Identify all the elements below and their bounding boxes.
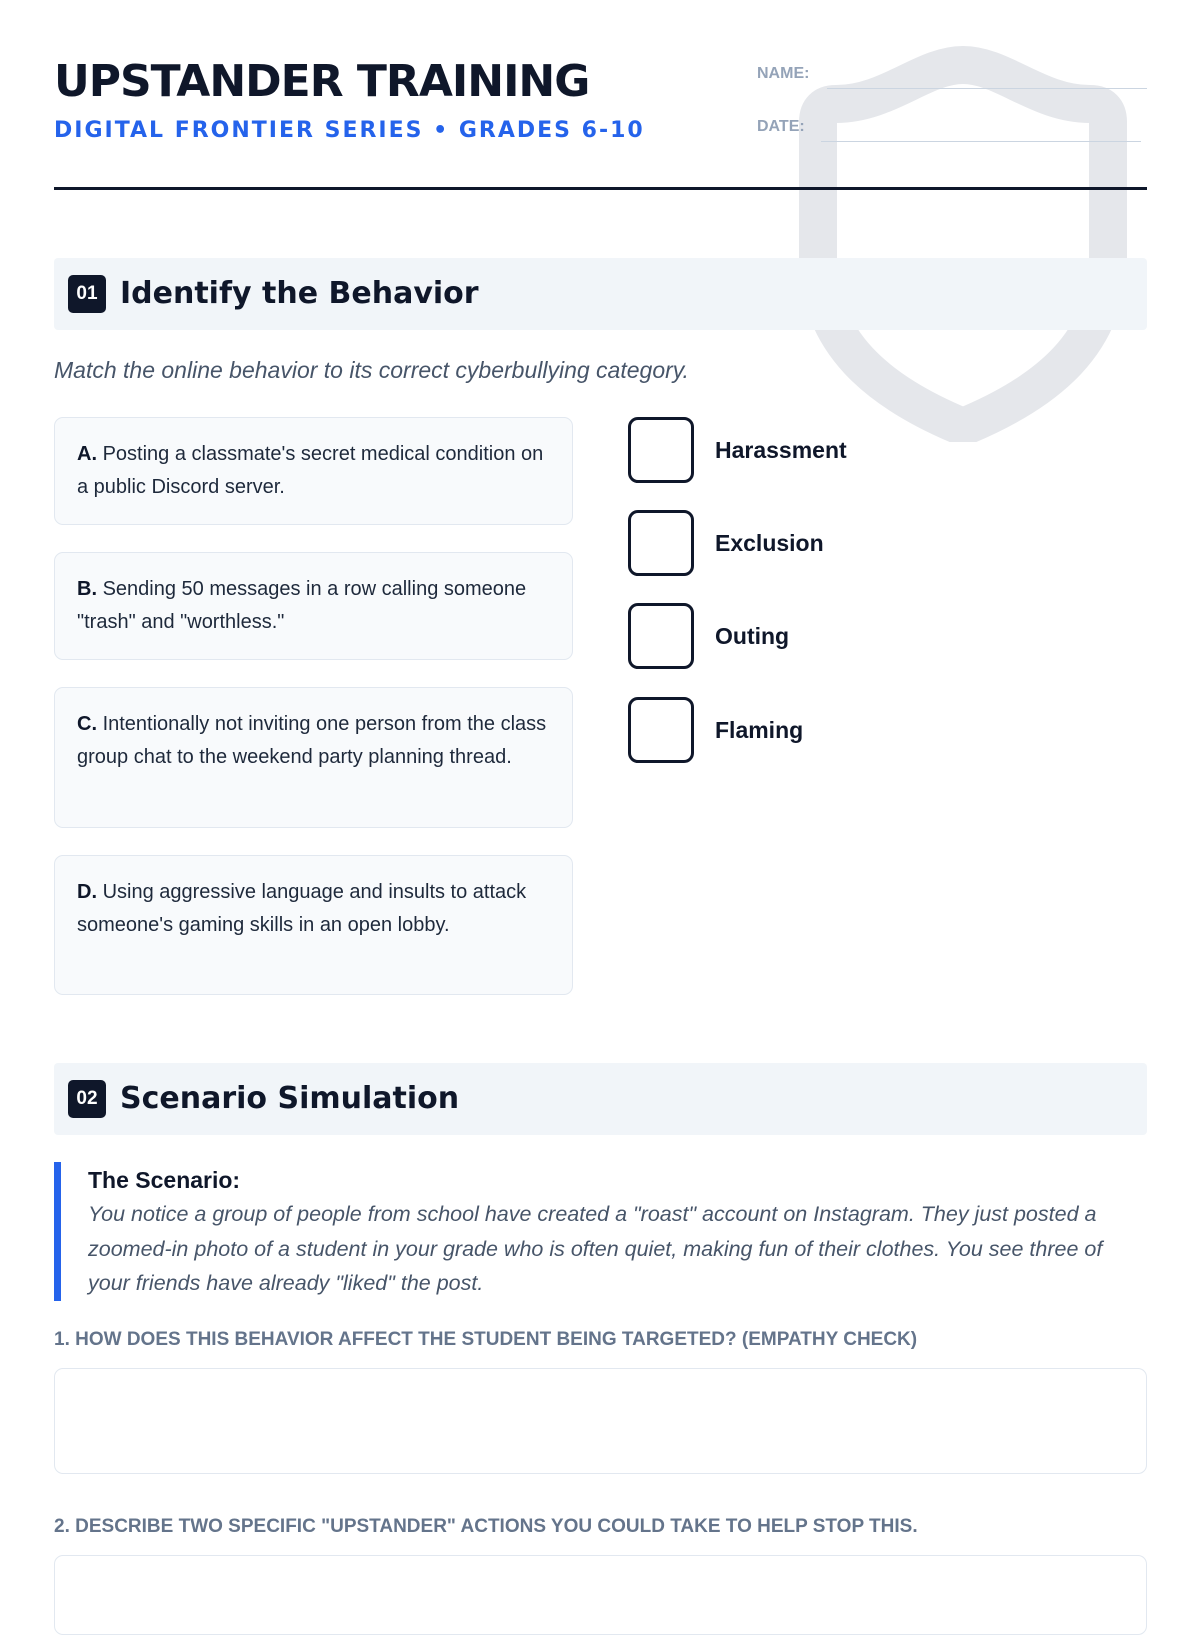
page-subtitle: DIGITAL FRONTIER SERIES • GRADES 6-10	[54, 118, 645, 143]
section-2-number: 02	[68, 1080, 106, 1118]
question-1-label: 1. HOW DOES THIS BEHAVIOR AFFECT THE STUDENT BEING TARGETED? (EMPATHY CHECK)	[54, 1329, 918, 1350]
category-checkbox[interactable]	[628, 603, 694, 669]
behavior-card-d	[54, 855, 573, 995]
category-label: Exclusion	[715, 530, 824, 556]
behavior-text: Posting a classmate's secret medical condition on a public Discord server.	[77, 443, 544, 498]
behavior-text: Sending 50 messages in a row calling someone "trash" and "worthless."	[77, 578, 527, 633]
worksheet-page	[54, 0, 1147, 1600]
behavior-letter: B.	[77, 578, 97, 600]
behavior-text: Intentionally not inviting one person from the class group chat to the weekend party planning thread.	[77, 713, 547, 768]
section-1-instructions: Match the online behavior to its correct cyberbullying category.	[54, 357, 689, 383]
scenario-text: You notice a group of people from school have created a "roast" account on Instagram. They just posted a zoomed-in photo of a student in your grade who is often quiet, making fun of their clothes. You see three of your friends have already "liked" the post.	[88, 1202, 1103, 1295]
behavior-card-a	[54, 417, 573, 525]
scenario-callout	[54, 1162, 1147, 1301]
section-2-title: Scenario Simulation	[120, 1081, 460, 1116]
section-1-title: Identify the Behavior	[120, 276, 479, 311]
behavior-text: Using aggressive language and insults to attack someone's gaming skills in an open lobby.	[77, 881, 527, 936]
behavior-letter: A.	[77, 443, 97, 465]
question-2-answer-box[interactable]	[54, 1555, 1147, 1635]
worksheet-header	[54, 0, 1147, 190]
category-label: Flaming	[715, 717, 804, 743]
scenario-heading: The Scenario:	[88, 1167, 241, 1193]
behavior-letter: C.	[77, 713, 97, 735]
category-checkbox[interactable]	[628, 417, 694, 483]
page-title: UPSTANDER TRAINING	[54, 56, 590, 107]
section-1-number: 01	[68, 275, 106, 313]
behavior-letter: D.	[77, 881, 97, 903]
behavior-card-b	[54, 552, 573, 660]
question-2-label: 2. DESCRIBE TWO SPECIFIC "UPSTANDER" ACTIONS YOU COULD TAKE TO HELP STOP THIS.	[54, 1516, 918, 1537]
question-1-answer-box[interactable]	[54, 1368, 1147, 1474]
section-2-header	[54, 1063, 1147, 1135]
date-field[interactable]	[757, 113, 1141, 143]
behavior-card-c	[54, 687, 573, 828]
category-checkbox[interactable]	[628, 510, 694, 576]
section-1-header	[54, 258, 1147, 330]
name-field-line[interactable]	[827, 88, 1147, 89]
date-field-label: DATE:	[757, 118, 805, 135]
category-label: Harassment	[715, 437, 847, 463]
name-field[interactable]	[757, 60, 1147, 90]
category-label: Outing	[715, 623, 790, 649]
date-field-line[interactable]	[821, 141, 1141, 142]
category-checkbox[interactable]	[628, 697, 694, 763]
name-field-label: NAME:	[757, 65, 810, 82]
